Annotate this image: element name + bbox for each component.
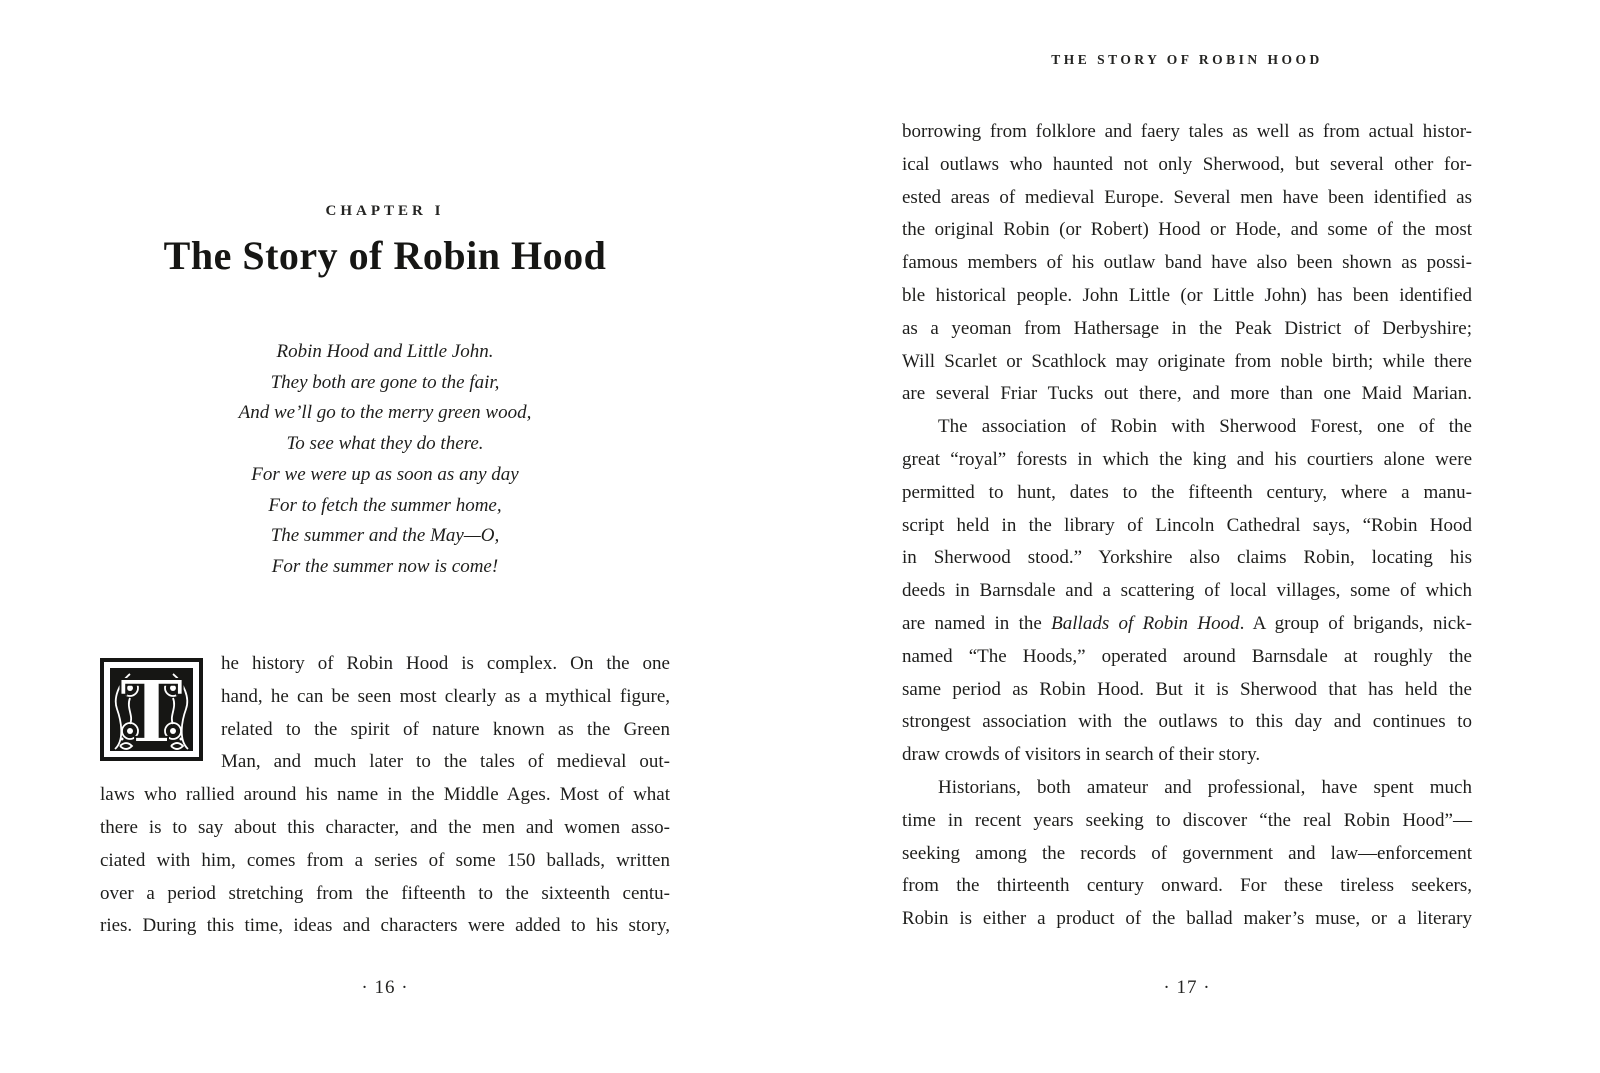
text-line: draw crowds of visitors in search of their story. [902, 744, 1261, 766]
text-line: permitted to hunt, dates to the fifteenth century, where a manu- [902, 481, 1472, 503]
text-line: Historians, both amateur and professional, have spent much [938, 776, 1472, 798]
poem [100, 337, 670, 583]
text-line: the original Robin (or Robert) Hood or Hode, and some of the most [902, 219, 1472, 241]
text-line: Man, and much later to the tales of medieval out- [221, 751, 670, 773]
text-line: For the summer now is come! [271, 555, 499, 577]
text-line: ries. During this time, ideas and characters were added to his story, [100, 915, 670, 937]
right-page [902, 0, 1472, 1073]
text-line: For we were up as soon as any day [251, 463, 519, 485]
body-text [902, 116, 1472, 936]
drop-cap-ornament [100, 658, 203, 761]
text-line: ble historical people. John Little (or Little John) has been identified [902, 284, 1472, 306]
text-line: named “The Hoods,” operated around Barnsdale at roughly the [902, 645, 1472, 667]
text-line: ested areas of medieval Europe. Several men have been identified as [902, 186, 1472, 208]
text-line: Will Scarlet or Scathlock may originate from noble birth; while there [902, 350, 1472, 372]
text-line: borrowing from folklore and faery tales as well as from actual histor- [902, 121, 1472, 142]
paragraph [902, 772, 1472, 936]
text-line: in Sherwood stood.” Yorkshire also claims Robin, locating his [902, 547, 1472, 569]
text-line: script held in the library of Lincoln Cathedral says, “Robin Hood [902, 514, 1472, 536]
left-page [100, 0, 670, 1073]
text-line: related to the spirit of nature known as the Green [221, 718, 670, 740]
text-line: are several Friar Tucks out there, and more than one Maid Marian. [902, 383, 1472, 405]
text-line: Robin Hood and Little John. [276, 341, 494, 362]
text-line: seeking among the records of government and law—enforcement [902, 842, 1472, 864]
text-line: Robin is either a product of the ballad maker’s muse, or a literary [902, 908, 1472, 930]
text-line: there is to say about this character, and the men and women asso- [100, 816, 670, 838]
text-line: The association of Robin with Sherwood Forest, one of the [938, 416, 1472, 438]
text-line: deeds in Barnsdale and a scattering of local villages, some of which [902, 580, 1472, 602]
paragraph [902, 116, 1472, 411]
text-line: ical outlaws who haunted not only Sherwood, but several other for- [902, 153, 1472, 175]
text-line: And we’ll go to the merry green wood, [238, 402, 532, 424]
text-line: For to fetch the summer home, [268, 494, 502, 516]
text-line: time in recent years seeking to discover “the real Robin Hood”— [902, 809, 1472, 831]
paragraph [902, 411, 1472, 772]
text-line: are named in the Ballads of Robin Hood. A group of brigands, nick- [902, 612, 1472, 634]
text-line: The summer and the May—O, [270, 525, 500, 547]
text-line: hand, he can be seen most clearly as a mythical figure, [221, 685, 670, 707]
text-line: strongest association with the outlaws to this day and continues to [902, 711, 1472, 733]
text-line: from the thirteenth century onward. For these tireless seekers, [902, 875, 1472, 897]
text-line: he history of Robin Hood is complex. On the one [221, 653, 670, 674]
text-line: great “royal” forests in which the king and his courtiers alone were [902, 448, 1472, 470]
text-line: over a period stretching from the fifteenth to the sixteenth centu- [100, 882, 670, 904]
body-text [100, 648, 670, 943]
chapter-title: The Story of Robin Hood [163, 233, 607, 278]
chapter-label: CHAPTER I [325, 203, 445, 219]
page-number: · 17 · [1163, 977, 1211, 998]
running-header: THE STORY OF ROBIN HOOD [1051, 52, 1323, 67]
page-number: · 16 · [361, 977, 409, 998]
text-line: as a yeoman from Hathersage in the Peak District of Derbyshire; [902, 317, 1472, 339]
text-line: same period as Robin Hood. But it is Sherwood that has held the [902, 678, 1472, 700]
text-line: ciated with him, comes from a series of some 150 ballads, written [100, 849, 670, 871]
text-line: To see what they do there. [286, 433, 484, 455]
drop-cap-letter: T [119, 662, 184, 761]
text-line: They both are gone to the fair, [270, 371, 500, 393]
text-line: famous members of his outlaw band have also been shown as possi- [902, 252, 1472, 274]
text-line: laws who rallied around his name in the Middle Ages. Most of what [100, 784, 670, 806]
